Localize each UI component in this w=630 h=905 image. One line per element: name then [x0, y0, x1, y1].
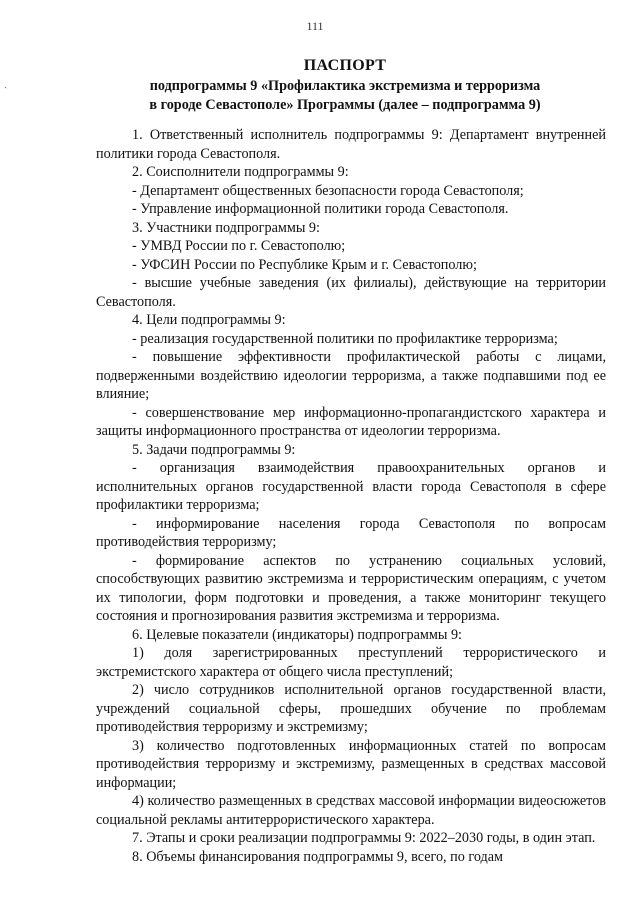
paragraph: 7. Этапы и сроки реализации подпрограммы 9: 2022–2030 годы, в один этап.	[132, 830, 596, 846]
paragraph: - формирование аспектов по устранению социальных условий, способствующих развитию экстремизма и террористическим операциям, с учетом их типологии, форм подготовки и проведения, а также мониторинг текущего состояния и прогнозирования развития экстремизма и терроризма.	[96, 552, 606, 624]
paragraph: - УМВД России по г. Севастополю;	[132, 238, 346, 254]
paragraph: - высшие учебные заведения (их филиалы), действующие на территории Севастополя.	[96, 275, 606, 310]
paragraph: - УФСИН России по Республике Крым и г. Севастополю;	[132, 256, 477, 273]
paragraph: 2) число сотрудников исполнительной органов государственной власти, учреждений социальной сферы, прошедших обучение по проблемам противодействия терроризму и экстремизму;	[96, 682, 606, 735]
document-body	[96, 126, 606, 866]
paragraph: 4) количество размещенных в средствах массовой информации видеосюжетов социальной рекламы антитеррористического характера.	[96, 793, 606, 828]
paragraph: - организация взаимодействия правоохранительных органов и исполнительных органов государственной власти города Севастополя в сфере профилактики терроризма;	[96, 460, 606, 513]
paragraph: - повышение эффективности профилактической работы с лицами, подверженными воздействию идеологии терроризма, а также подпавшими под ее влияние;	[96, 349, 606, 402]
paragraph: - Управление информационной политики города Севастополя.	[132, 201, 509, 217]
document-subtitle-line-1: подпрограммы 9 «Профилактика экстремизма и терроризма	[149, 78, 541, 94]
document-title-block	[95, 55, 595, 114]
page-number: 111	[306, 19, 324, 33]
paragraph: - реализация государственной политики по профилактике терроризма;	[132, 330, 558, 347]
paragraph: 6. Целевые показатели (индикаторы) подпрограммы 9:	[132, 626, 462, 643]
document-title: ПАСПОРТ	[303, 57, 387, 74]
document-subtitle-line-2: в городе Севастополе» Программы (далее – подпрограмма 9)	[149, 96, 541, 113]
paragraph: 5. Задачи подпрограммы 9:	[132, 441, 296, 458]
paragraph: 8. Объемы финансирования подпрограммы 9, всего, по годам	[132, 848, 504, 865]
paragraph: 1. Ответственный исполнитель подпрограммы 9: Департамент внутренней политики города Севастополя.	[96, 127, 606, 162]
paragraph: - Департамент общественных безопасности города Севастополя;	[132, 182, 524, 199]
paragraph: 4. Цели подпрограммы 9:	[132, 312, 286, 328]
margin-mark: ˏ	[4, 78, 8, 89]
paragraph: 1) доля зарегистрированных преступлений террористического и экстремистского характера от общего числа преступлений;	[96, 645, 606, 680]
paragraph: 3. Участники подпрограммы 9:	[132, 219, 320, 236]
paragraph: - совершенствование мер информационно-пропагандистского характера и защиты информационного пространства от идеологии терроризма.	[96, 404, 606, 439]
paragraph: 2. Соисполнители подпрограммы 9:	[132, 164, 349, 180]
paragraph: - информирование населения города Севастополя по вопросам противодействия терроризму;	[96, 515, 606, 550]
paragraph: 3) количество подготовленных информационных статей по вопросам противодействия терроризму и экстремизму, размещенных в средствах массовой информации;	[96, 737, 606, 791]
